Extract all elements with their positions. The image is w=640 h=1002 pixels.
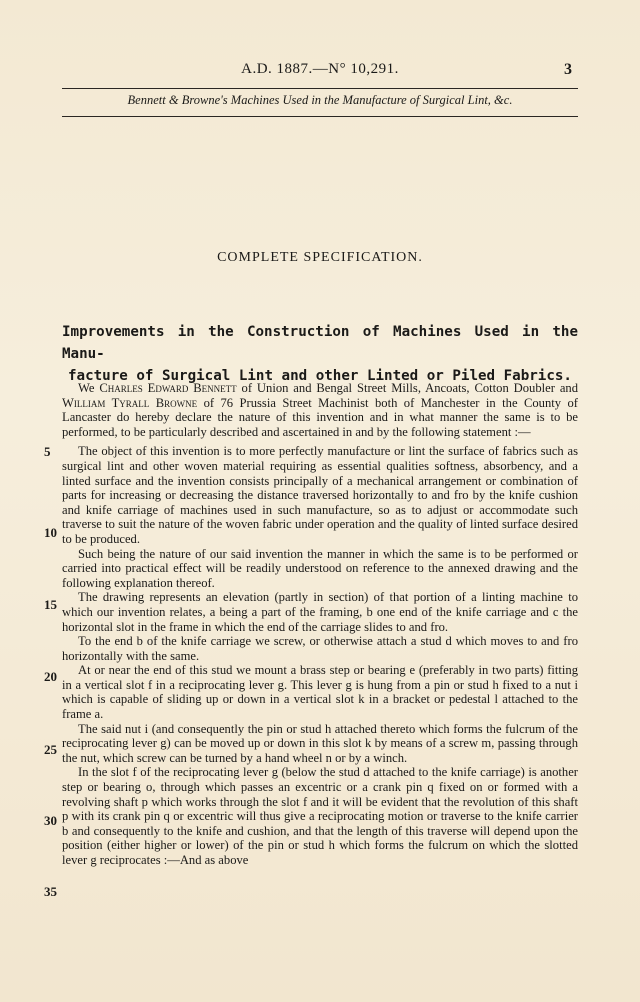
specification-body <box>62 381 578 868</box>
paragraph-object: The object of this invention is to more perfectly manufacture or lint the surface of fabrics such as surgical lint and other woven material requiring as essential qualities softness, absorbency, and a linted surface and the invention consists principally of a mechanical arrangement or combination of parts for increasing or decreasing the distance traversed horizontally to and fro by the knife cushion and knife carriage of machines used in such manufacture, so as to adjust or accommodate such traverse to suit the nature of the woven fabric under operation and the quality of linted surface desired to be produced. <box>62 444 578 546</box>
inventor-name-1: Charles Edward Bennett <box>99 381 237 395</box>
paragraph-bearing: At or near the end of this stud we mount a brass step or bearing e (preferably in two parts) fitting in a vertical slot f in a reciprocating lever g. This lever g is hung from a pin or stud h fixed to a nut i which is capable of sliding up or down in a vertical slot k in a bracket or pedestal l attached to the frame a. <box>62 663 578 722</box>
invention-title-line-1: Improvements in the Construction of Machines Used in the Manu- <box>62 324 578 362</box>
page-number: 3 <box>564 61 572 78</box>
paragraph-nature: Such being the nature of our said invention the manner in which the same is to be performed or carried into practical effect will be readily understood on reference to the annexed drawing and the following explanation thereof. <box>62 546 578 590</box>
paragraph-stud: To the end b of the knife carriage we screw, or otherwise attach a stud d which moves to and fro horizontally with the same. <box>62 634 578 663</box>
paragraph-declaration <box>62 381 578 439</box>
line-number: 5 <box>44 444 51 459</box>
line-number: 20 <box>44 669 57 684</box>
paragraph-nut: The said nut i (and consequently the pin or stud h attached thereto which forms the fulcrum of the reciprocating lever g) can be moved up or down in this slot k by means of a screw m, passing through the nut, which screw can be turned by a hand wheel n or by a winch. <box>62 721 578 765</box>
line-number: 35 <box>44 884 57 899</box>
line-number: 30 <box>44 813 57 828</box>
page-header: A.D. 1887.—N° 10,291. <box>241 61 399 77</box>
paragraph-drawing: The drawing represents an elevation (partly in section) of that portion of a linting machine to which our invention relates, a being a part of the framing, b one end of the knife carriage and c the horizontal slot in the frame in which the end of the carriage slides to and fro. <box>62 590 578 634</box>
declaration-text-start: We <box>78 381 100 395</box>
line-number: 25 <box>44 742 57 757</box>
specification-heading: COMPLETE SPECIFICATION. <box>217 250 423 265</box>
declaration-text-end: of 76 Prussia Street Machinist both of Manchester in the County of Lancaster do hereby declare the nature of this invention and in what manner the same is to be performed, to be particularly described and ascertained in and by the following statement :— <box>62 395 578 439</box>
running-title: Bennett & Browne's Machines Used in the Manufacture of Surgical Lint, &c. <box>127 93 513 107</box>
paragraph-slot: In the slot f of the reciprocating lever g (below the stud d attached to the knife carriage) is another step or bearing o, through which passes an excentric or a crank pin q fixed on or formed with a revolving shaft p which works through the slot f and it will be evident that the revolution of this shaft p with its crank pin q or excentric will thus give a reciprocating motion or traverse to the knife carrier b and consequently to the knife and cushion, and that the length of this traverse will depend upon the position (either higher or lower) of the pin or stud h which forms the fulcrum on which the slotted lever g reciprocates :—And as above <box>62 765 578 867</box>
declaration-text-mid: of Union and Bengal Street Mills, Ancoats, Cotton Doubler and <box>236 381 579 395</box>
line-number: 15 <box>44 597 57 612</box>
invention-title <box>62 321 578 387</box>
line-number: 10 <box>44 525 57 540</box>
invention-title-line-2: facture of Surgical Lint and other Linted or Piled Fabrics. <box>68 368 572 384</box>
inventor-name-2: William Tyrall Browne <box>62 395 198 410</box>
header-rule-bottom <box>62 116 578 117</box>
header-rule-top <box>62 88 578 89</box>
